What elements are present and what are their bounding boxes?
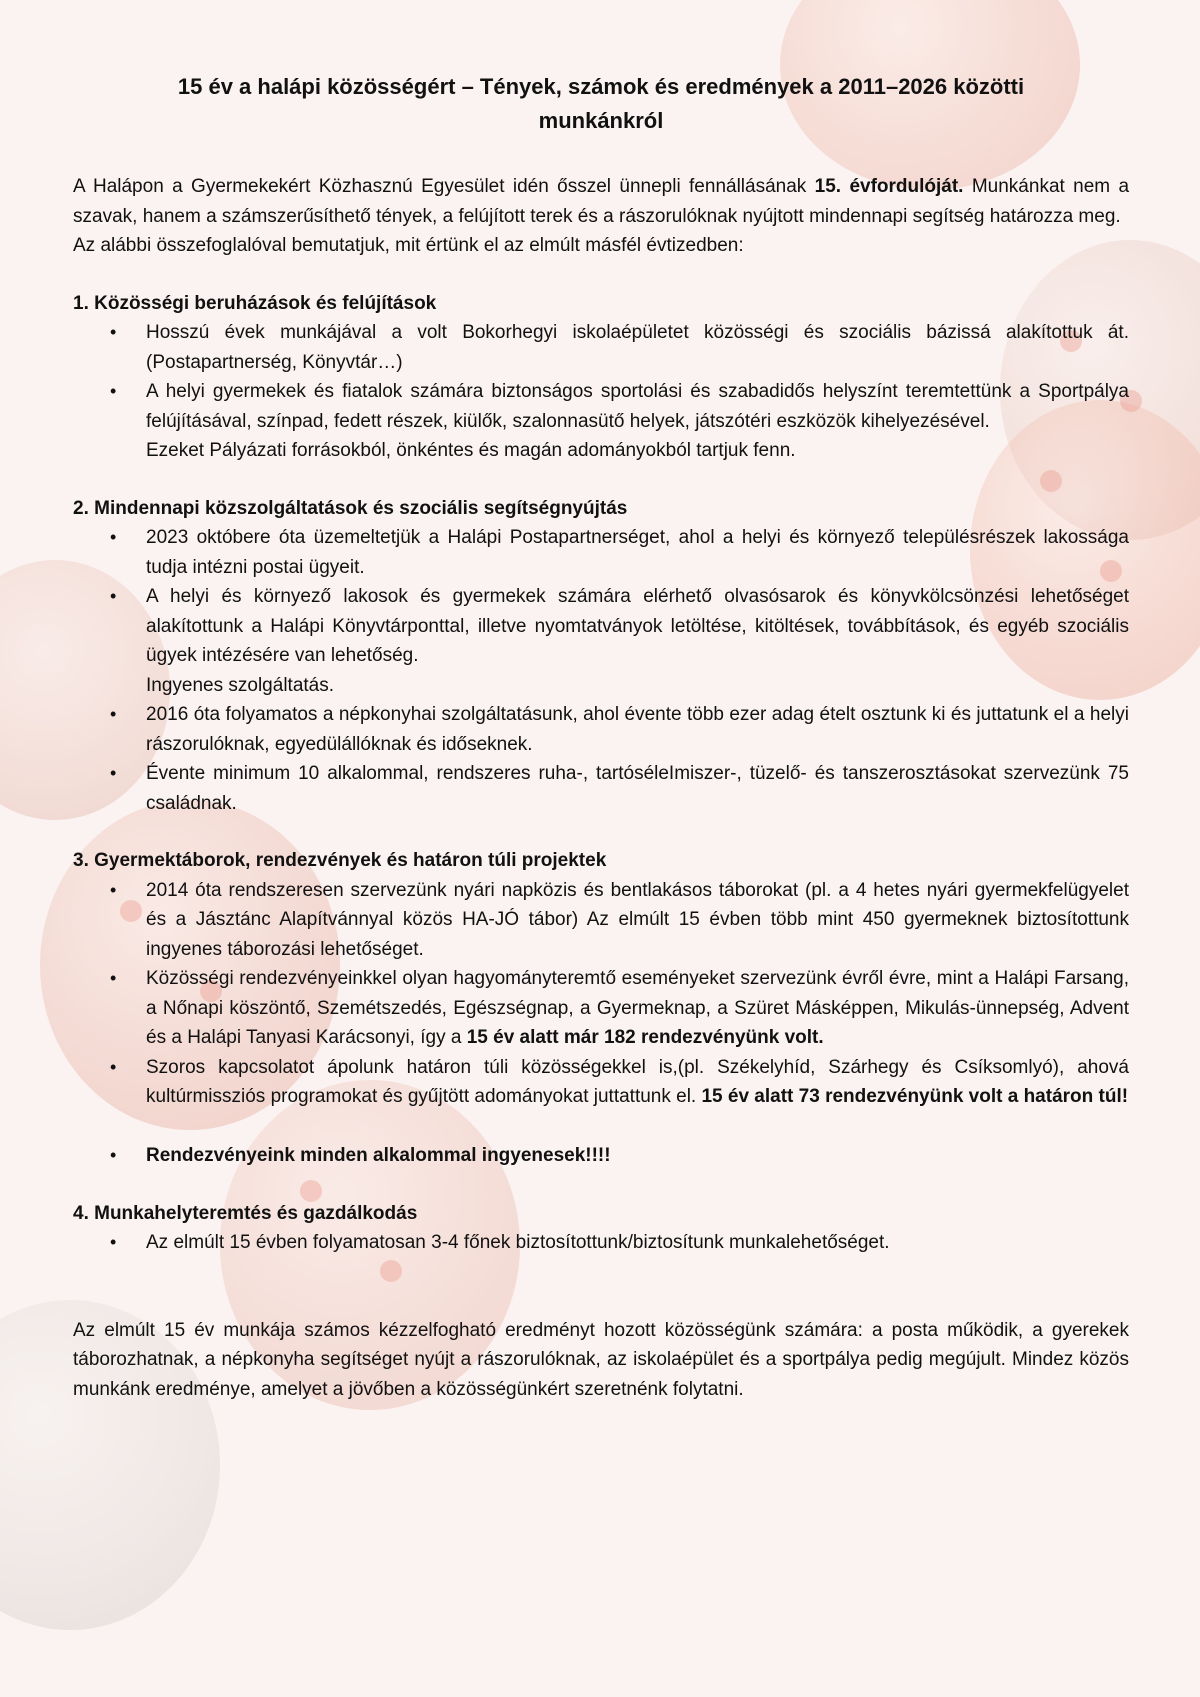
list-item-text: A helyi gyermekek és fiatalok számára biztonságos sportolási és szabadidős helyszínt teremtettünk a Sportpálya felújításával, színpad, fedett részek, kiülők, szalonnasütő helyek, játszótéri eszközök kihelyezésével.: [146, 381, 1129, 432]
list-item: [146, 582, 1129, 700]
bullet-list: [73, 523, 1129, 818]
anniversary-highlight: 15. évfordulóját.: [814, 176, 964, 197]
list-item: [146, 964, 1129, 1053]
list-item: [146, 1141, 1129, 1171]
list-item: [146, 523, 1129, 582]
section-heading: 3. Gyermektáborok, rendezvények és határon túli projektek: [73, 850, 607, 871]
free-events-highlight: Rendezvényeink minden alkalommal ingyenesek!!!!: [146, 1145, 611, 1166]
intro-text-continued: Munkánkat nem a szavak, hanem a számszerűsíthető tények, a felújított terek és a rászorulóknak nyújtott mindennapi segítség határozza meg.: [73, 176, 1130, 227]
section-heading: 4. Munkahelyteremtés és gazdálkodás: [73, 1202, 418, 1224]
intro-paragraph: [73, 172, 1129, 231]
list-item: [146, 1053, 1129, 1112]
list-item-text: 2016 óta folyamatos a népkonyhai szolgáltatásunk, ahol évente több ezer adag ételt osztunk ki és juttatunk el a helyi rászorulóknak, egyedülállóknak és időseknek.: [146, 704, 1129, 755]
list-item: [146, 759, 1129, 818]
section-employment: [73, 1199, 1129, 1258]
intro-summary: Az alábbi összefoglalóval bemutatjuk, mit értünk el az elmúlt másfél évtizedben:: [73, 235, 744, 256]
section-heading: 1. Közösségi beruházások és felújítások: [73, 292, 437, 314]
document-title: 15 év a halápi közösségért – Tények, számok és eredmények a 2011–2026 közötti munkánkról: [177, 74, 1025, 133]
list-item-text: Közösségi rendezvényeinkkel olyan hagyományteremtő eseményeket szervezünk évről évre, mint a Halápi Farsang, a Nőnapi köszöntő, Szemétszedés, Egészségnap, a Gyermeknap, a Szüret Másképpen, Mikulás-ünnepség, Advent és a Halápi Tanyasi Karácsonyi, így a: [146, 968, 1129, 1048]
list-item-note: Ezeket Pályázati forrásokból, önkéntes és magán adományokból tartjuk fenn.: [146, 440, 796, 461]
section-heading: 2. Mindennapi közszolgáltatások és szociális segítségnyújtás: [73, 497, 628, 519]
intro: [73, 172, 1129, 261]
list-item: [146, 700, 1129, 759]
list-item-text: 2023 októbere óta üzemeltetjük a Halápi Postapartnerséget, ahol a helyi és környező településrészek lakossága tudja intézni postai ügyeit.: [146, 527, 1129, 578]
list-item: [146, 377, 1129, 466]
list-item: [146, 318, 1129, 377]
bullet-list: [73, 876, 1129, 1171]
list-item-text: Az elmúlt 15 évben folyamatosan 3-4 főnek biztosítottunk/biztosítunk munkalehetőséget.: [146, 1232, 890, 1253]
bullet-list: [73, 318, 1129, 466]
closing-paragraph: Az elmúlt 15 év munkája számos kézzelfogható eredményt hozott közösségünk számára: a posta működik, a gyerekek táborozhatnak, a népkonyha segítséget nyújt a rászorulóknak, az iskolaépület és a sportpálya pedig megújult. Mindez közös munkánk eredménye, amelyet a jövőben a közösségünkért szeretnénk folytatni.: [73, 1319, 1129, 1400]
section-events: [73, 846, 1129, 1171]
section-investments: [73, 289, 1129, 466]
document-page: [73, 70, 1129, 1404]
list-item: [146, 876, 1129, 965]
list-item: [146, 1228, 1129, 1258]
list-item-note: Ingyenes szolgáltatás.: [146, 674, 335, 696]
list-item-text: Évente minimum 10 alkalommal, rendszeres ruha-, tartóséleImiszer-, tüzelő- és tanszerosztásokat szervezünk 75 családnak.: [146, 763, 1129, 814]
intro-text: A Halápon a Gyermekekért Közhasznú Egyesület idén ősszel ünnepli fennállásának: [73, 176, 807, 197]
list-item-highlight: 15 év alatt már 182 rendezvényünk volt.: [466, 1027, 824, 1048]
list-item-text: 2014 óta rendszeresen szervezünk nyári napközis és bentlakásos táborokat (pl. a 4 hetes nyári gyermekfelügyelet és a Jásztánc Alapítvánnyal közös HA-JÓ tábor) Az elmúlt 15 évben több mint 450 gyermeknek biztosítottunk ingyenes táborozási lehetőséget.: [146, 879, 1129, 960]
list-item-text: Szoros kapcsolatot ápolunk határon túli közösségekkel is,(pl. Székelyhíd, Szárhegy és Csíksomlyó), ahová kultúrmissziós programokat és gyűjtött adományokat juttattunk el.: [146, 1056, 1129, 1107]
list-item-text: Hosszú évek munkájával a volt Bokorhegyi iskolaépületet közösségi és szociális bázissá alakítottuk át.(Postapartnerség, Könyvtár…): [146, 322, 1129, 373]
section-services: [73, 494, 1129, 819]
bullet-list: [73, 1228, 1129, 1258]
list-item-highlight: 15 év alatt 73 rendezvényünk volt a határon túl!: [701, 1086, 1129, 1107]
list-item-text: A helyi és környező lakosok és gyermekek számára elérhető olvasósarok és könyvkölcsönzési lehetőséget alakítottunk a Halápi Könyvtárponttal, illetve nyomtatványok letöltése, kitöltések, továbbítások, és egyéb szociális ügyek intézésére van lehetőség.: [146, 586, 1129, 666]
